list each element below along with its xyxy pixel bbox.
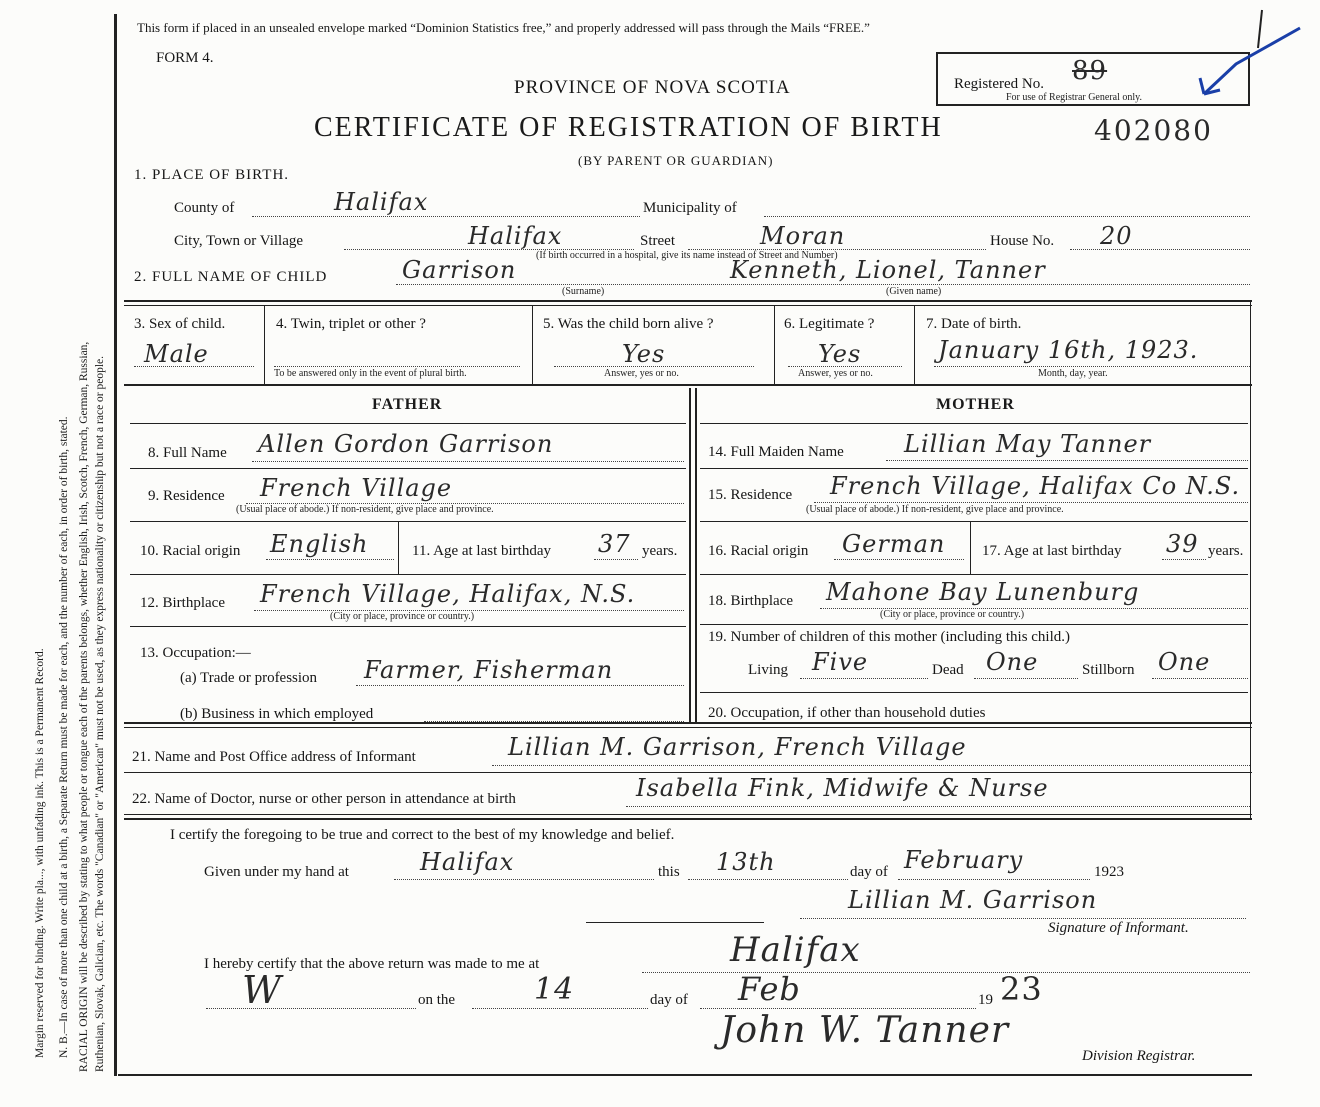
legitimate-note: Answer, yes or no.	[798, 368, 873, 379]
divider	[124, 814, 1252, 815]
house-value: 20	[1100, 222, 1133, 250]
day-of-label: day of	[850, 864, 888, 880]
city-value: Halifax	[468, 222, 563, 250]
street-label: Street	[640, 233, 675, 249]
mother-occupation-label: 20. Occupation, if other than household duties	[708, 705, 986, 721]
date-of-birth-value: January 16th, 1923.	[938, 336, 1199, 364]
certify-month: February	[904, 846, 1024, 874]
father-age-value: 37	[598, 530, 631, 558]
divider	[124, 300, 1252, 302]
informant-signature: Lillian M. Garrison	[848, 886, 1098, 914]
check-mark-icon	[1196, 8, 1306, 100]
child-surname: Garrison	[402, 256, 517, 284]
father-heading: FATHER	[372, 396, 443, 413]
father-residence-note: (Usual place of abode.) If non-resident, give place and province.	[236, 504, 494, 515]
divider	[124, 727, 1252, 728]
twin-label: 4. Twin, triplet or other ?	[276, 316, 426, 332]
registrar-place: Halifax	[730, 930, 861, 970]
father-business-label: (b) Business in which employed	[180, 706, 374, 722]
father-birthplace-value: French Village, Halifax, N.S.	[260, 580, 636, 608]
father-occupation-label: 13. Occupation:—	[140, 645, 251, 661]
stillborn-label: Stillborn	[1082, 662, 1135, 678]
margin-note-racial-origin: RACIAL ORIGIN will be described by stating to what people or tongue each of the parents belongs, whether English, Irish, Scotch, French, German, Russian,	[78, 341, 90, 1072]
city-label: City, Town or Village	[174, 233, 304, 249]
mother-name-value: Lillian May Tanner	[904, 430, 1152, 458]
street-value: Moran	[760, 222, 846, 250]
date-of-birth-note: Month, day, year.	[1038, 368, 1108, 379]
mailing-notice: This form if placed in an unsealed envelope marked “Dominion Statistics free,” and properly addressed will pass through the Mails “FREE.”	[137, 20, 870, 35]
registrar-year: 23	[1000, 970, 1043, 1008]
mother-name-label: 14. Full Maiden Name	[708, 444, 844, 460]
mother-age-label: 17. Age at last birthday	[982, 543, 1122, 559]
dead-label: Dead	[932, 662, 964, 678]
father-birthplace-label: 12. Birthplace	[140, 595, 225, 611]
margin-note-nationality: Ruthenian, Slovak, Galician, etc. The words "Canadian" or "American" must not be used, as they express nationality or citizenship but not a race or people.	[94, 355, 106, 1072]
registrar-day-of-label: day of	[650, 992, 688, 1008]
certificate-number: 402080	[1094, 114, 1213, 147]
stillborn-value: One	[1158, 648, 1211, 676]
page-subtitle: (BY PARENT OR GUARDIAN)	[578, 153, 774, 168]
given-at-label: Given under my hand at	[204, 864, 349, 880]
registrar-prefix: W	[242, 968, 283, 1012]
doctor-label: 22. Name of Doctor, nurse or other person in attendance at birth	[132, 791, 516, 807]
mother-birthplace-value: Mahone Bay Lunenburg	[826, 578, 1140, 606]
date-of-birth-label: 7. Date of birth.	[926, 316, 1022, 332]
living-value: Five	[812, 648, 869, 676]
informant-value: Lillian M. Garrison, French Village	[508, 733, 967, 761]
registrar-signature: John W. Tanner	[720, 1010, 1010, 1051]
this-label: this	[658, 864, 680, 880]
children-count-label: 19. Number of children of this mother (including this child.)	[708, 629, 1071, 645]
mother-age-value: 39	[1166, 530, 1199, 558]
father-age-label: 11. Age at last birthday	[412, 543, 551, 559]
form-number: FORM 4.	[156, 50, 214, 66]
registrar-statement: I hereby certify that the above return was made to me at	[204, 956, 540, 972]
father-name-value: Allen Gordon Garrison	[258, 430, 554, 458]
father-racial-value: English	[270, 530, 369, 558]
margin-note-plural-birth: N. B.—In case of more than one child at a birth, a Separate Return must be made for each, and the number of each, in order of birth, stated.	[58, 416, 70, 1058]
county-label: County of	[174, 200, 235, 216]
registered-number: 89	[1072, 56, 1108, 86]
living-label: Living	[748, 662, 788, 678]
informant-label: 21. Name and Post Office address of Informant	[132, 749, 416, 765]
column-divider	[695, 388, 697, 722]
child-name-label: 2. FULL NAME OF CHILD	[134, 269, 328, 285]
page-title: CERTIFICATE OF REGISTRATION OF BIRTH	[314, 112, 943, 143]
county-value: Halifax	[334, 188, 429, 216]
certify-year: 1923	[1094, 864, 1124, 880]
municipality-label: Municipality of	[643, 200, 737, 216]
registrar-year-prefix: 19	[978, 992, 993, 1008]
father-trade-label: (a) Trade or profession	[180, 670, 318, 686]
surname-caption: (Surname)	[562, 286, 605, 297]
on-the-label: on the	[418, 992, 456, 1008]
given-name-caption: (Given name)	[886, 286, 942, 297]
mother-racial-label: 16. Racial origin	[708, 543, 809, 559]
informant-signature-caption: Signature of Informant.	[1048, 920, 1189, 936]
right-border	[1250, 300, 1251, 820]
margin-note-binding: Margin reserved for binding. Write pla..., with unfading ink. This is a Permanent Record.	[34, 648, 46, 1058]
father-trade-value: Farmer, Fisherman	[364, 656, 614, 684]
hospital-note: (If birth occurred in a hospital, give its name instead of Street and Number)	[536, 250, 838, 261]
born-alive-value: Yes	[622, 340, 666, 368]
column-divider	[689, 388, 691, 722]
divider	[124, 722, 1252, 724]
sex-label: 3. Sex of child.	[134, 316, 226, 332]
born-alive-note: Answer, yes or no.	[604, 368, 679, 379]
father-residence-label: 9. Residence	[148, 488, 225, 504]
certify-day: 13th	[716, 848, 776, 876]
registrar-caption: Division Registrar.	[1082, 1048, 1196, 1064]
divider	[124, 384, 1252, 386]
registrar-day: 14	[534, 972, 575, 1007]
father-name-label: 8. Full Name	[148, 445, 227, 461]
house-label: House No.	[990, 233, 1055, 249]
father-birthplace-note: (City or place, province or country.)	[330, 611, 475, 622]
given-at-place: Halifax	[420, 848, 515, 876]
child-given-name: Kenneth, Lionel, Tanner	[730, 256, 1046, 284]
mother-residence-note: (Usual place of abode.) If non-resident, give place and province.	[806, 504, 1064, 515]
mother-residence-value: French Village, Halifax Co N.S.	[830, 472, 1241, 500]
margin-border	[114, 14, 117, 1076]
mother-birthplace-label: 18. Birthplace	[708, 593, 793, 609]
mother-residence-label: 15. Residence	[708, 487, 793, 503]
mother-heading: MOTHER	[936, 396, 1015, 413]
bottom-border	[118, 1074, 1252, 1076]
province-heading: PROVINCE OF NOVA SCOTIA	[514, 77, 791, 98]
divider	[124, 305, 1252, 306]
sex-value: Male	[144, 340, 209, 368]
legitimate-label: 6. Legitimate ?	[784, 316, 875, 332]
father-age-unit: years.	[642, 543, 678, 559]
mother-racial-value: German	[842, 530, 946, 558]
doctor-value: Isabella Fink, Midwife & Nurse	[636, 774, 1049, 802]
certify-statement: I certify the foregoing to be true and correct to the best of my knowledge and belief.	[170, 827, 675, 843]
mother-age-unit: years.	[1208, 543, 1244, 559]
mother-birthplace-note: (City or place, province or country.)	[880, 609, 1025, 620]
registered-label: Registered No.	[954, 76, 1044, 92]
registrar-month: Feb	[738, 970, 801, 1008]
born-alive-label: 5. Was the child born alive ?	[543, 316, 714, 332]
registrar-note: For use of Registrar General only.	[1006, 92, 1142, 103]
place-of-birth-heading: 1. PLACE OF BIRTH.	[134, 167, 290, 183]
divider	[124, 818, 1252, 820]
father-residence-value: French Village	[260, 474, 453, 502]
twin-note: To be answered only in the event of plural birth.	[274, 368, 467, 379]
father-racial-label: 10. Racial origin	[140, 543, 241, 559]
dead-value: One	[986, 648, 1039, 676]
legitimate-value: Yes	[818, 340, 862, 368]
